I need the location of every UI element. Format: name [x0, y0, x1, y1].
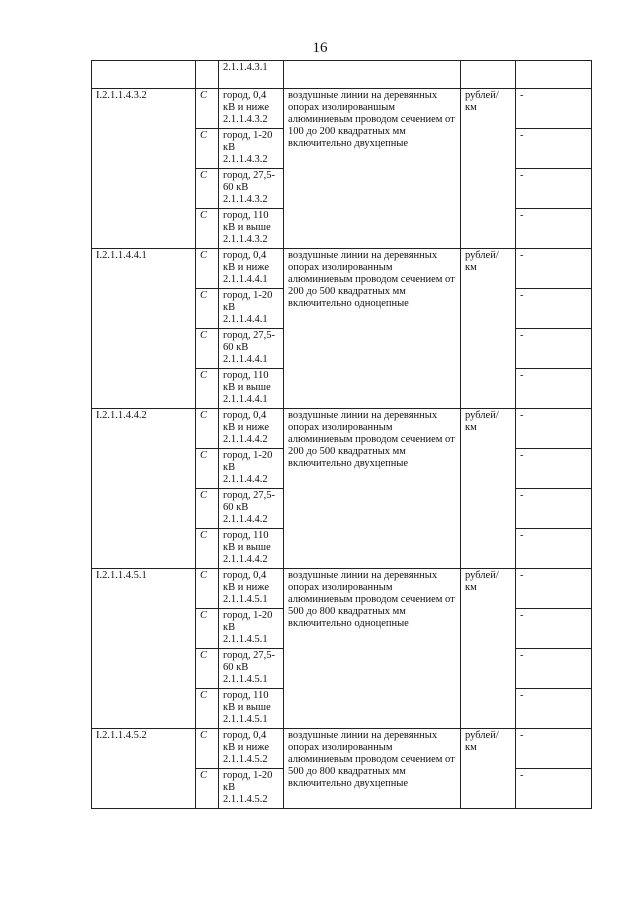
cell-unit: рублей/ км: [461, 249, 516, 409]
cell-value: -: [516, 369, 592, 409]
rates-table: [91, 60, 592, 809]
cell-description: воздушные линии на деревянных опорах изолированным алюминиевым проводом сечением от 200 до 500 квадратных мм включительно одноцепные: [284, 249, 461, 409]
cell-territory: город, 1-20 кВ 2.1.1.4.4.1: [219, 289, 284, 329]
cell-territory: город, 27,5-60 кВ 2.1.1.4.5.1: [219, 649, 284, 689]
cell-value: -: [516, 609, 592, 649]
cell-code: I.2.1.1.4.4.1: [92, 249, 196, 409]
cell-territory: город, 0,4 кВ и ниже 2.1.1.4.4.2: [219, 409, 284, 449]
cell-value: -: [516, 729, 592, 769]
cell-description: воздушные линии на деревянных опорах изолированным алюминиевым проводом сечением от 500 до 800 квадратных мм включительно одноцепные: [284, 569, 461, 729]
cell-category: C: [196, 89, 219, 129]
table-row: [92, 569, 592, 609]
cell-description: воздушные линии на деревянных опорах изолированным алюминиевым проводом сечением от 500 до 800 квадратных мм включительно двухцепные: [284, 729, 461, 809]
cell-empty: [196, 61, 219, 89]
cell-empty: [516, 61, 592, 89]
table-row: [92, 409, 592, 449]
cell-value: -: [516, 489, 592, 529]
cell-code: I.2.1.1.4.5.1: [92, 569, 196, 729]
cell-territory: город, 110 кВ и выше 2.1.1.4.4.1: [219, 369, 284, 409]
cell-unit: рублей/ км: [461, 729, 516, 809]
cell-territory: город, 110 кВ и выше 2.1.1.4.3.2: [219, 209, 284, 249]
cell-value: -: [516, 129, 592, 169]
cell-category: C: [196, 409, 219, 449]
cell-territory: город, 27,5-60 кВ 2.1.1.4.4.1: [219, 329, 284, 369]
cell-territory: 2.1.1.4.3.1: [219, 61, 284, 89]
cell-category: C: [196, 129, 219, 169]
cell-description: воздушные линии на деревянных опорах изолированшым алюминиевым проводом сечением от 100 до 200 квадратных мм включительно двухцепные: [284, 89, 461, 249]
cell-code: I.2.1.1.4.5.2: [92, 729, 196, 809]
cell-value: -: [516, 649, 592, 689]
cell-value: -: [516, 169, 592, 209]
cell-empty: [284, 61, 461, 89]
cell-territory: город, 110 кВ и выше 2.1.1.4.5.1: [219, 689, 284, 729]
cell-category: C: [196, 449, 219, 489]
page-number: 16: [312, 40, 328, 56]
cell-value: -: [516, 209, 592, 249]
cell-value: -: [516, 689, 592, 729]
cell-description: воздушные линии на деревянных опорах изолированным алюминиевым проводом сечением от 200 до 500 квадратных мм включительно двухцепные: [284, 409, 461, 569]
cell-value: -: [516, 769, 592, 809]
cell-unit: рублей/ км: [461, 569, 516, 729]
cell-value: -: [516, 249, 592, 289]
cell-value: -: [516, 569, 592, 609]
table-body: [92, 61, 592, 809]
cell-territory: город, 1-20 кВ 2.1.1.4.5.2: [219, 769, 284, 809]
cell-unit: рублей/ км: [461, 409, 516, 569]
cell-territory: город, 27,5-60 кВ 2.1.1.4.4.2: [219, 489, 284, 529]
cell-value: -: [516, 289, 592, 329]
cell-category: C: [196, 649, 219, 689]
cell-category: C: [196, 489, 219, 529]
cell-territory: город, 0,4 кВ и ниже 2.1.1.4.5.1: [219, 569, 284, 609]
cell-category: C: [196, 729, 219, 769]
cell-category: C: [196, 209, 219, 249]
table-row: [92, 729, 592, 769]
cell-territory: город, 0,4 кВ и ниже 2.1.1.4.5.2: [219, 729, 284, 769]
cell-value: -: [516, 89, 592, 129]
cell-category: C: [196, 769, 219, 809]
cell-territory: город, 0,4 кВ и ниже 2.1.1.4.4.1: [219, 249, 284, 289]
cell-territory: город, 1-20 кВ 2.1.1.4.5.1: [219, 609, 284, 649]
cell-value: -: [516, 529, 592, 569]
table-row: [92, 89, 592, 129]
cell-empty: [92, 61, 196, 89]
cell-value: -: [516, 449, 592, 489]
cell-category: C: [196, 289, 219, 329]
table-row-continuation: [92, 61, 592, 89]
cell-empty: [461, 61, 516, 89]
cell-territory: город, 110 кВ и выше 2.1.1.4.4.2: [219, 529, 284, 569]
cell-category: C: [196, 329, 219, 369]
cell-category: C: [196, 529, 219, 569]
table-row: [92, 249, 592, 289]
cell-category: C: [196, 369, 219, 409]
cell-category: C: [196, 249, 219, 289]
cell-territory: город, 1-20 кВ 2.1.1.4.4.2: [219, 449, 284, 489]
cell-category: C: [196, 609, 219, 649]
cell-unit: рублей/ км: [461, 89, 516, 249]
cell-category: C: [196, 169, 219, 209]
cell-code: I.2.1.1.4.3.2: [92, 89, 196, 249]
cell-value: -: [516, 409, 592, 449]
cell-territory: город, 0,4 кВ и ниже 2.1.1.4.3.2: [219, 89, 284, 129]
cell-territory: город, 27,5-60 кВ 2.1.1.4.3.2: [219, 169, 284, 209]
cell-territory: город, 1-20 кВ 2.1.1.4.3.2: [219, 129, 284, 169]
cell-value: -: [516, 329, 592, 369]
cell-category: C: [196, 569, 219, 609]
cell-code: I.2.1.1.4.4.2: [92, 409, 196, 569]
cell-category: C: [196, 689, 219, 729]
